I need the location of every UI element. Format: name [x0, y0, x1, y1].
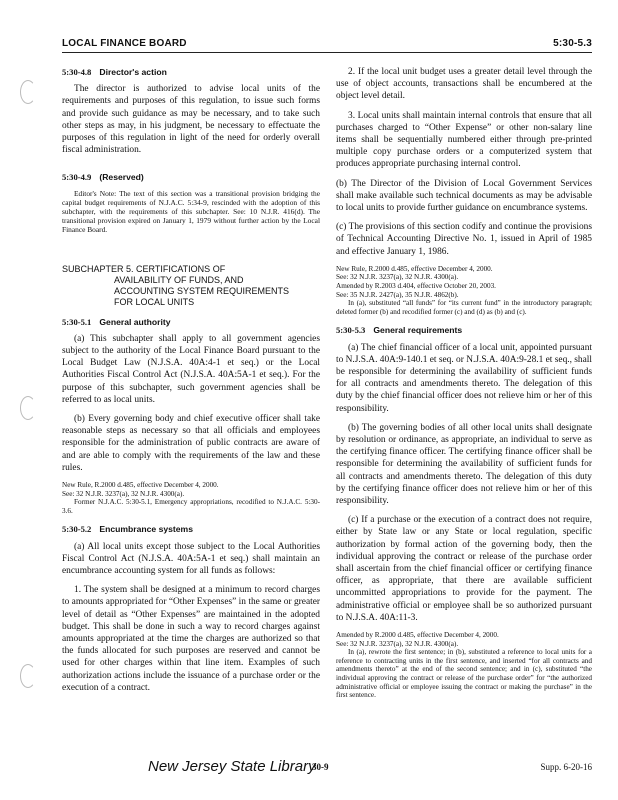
page-number: 30-9	[312, 762, 329, 772]
subchapter-heading: SUBCHAPTER 5. CERTIFICATIONS OF AVAILABILITY OF FUNDS, AND ACCOUNTING SYSTEM REQUIREMENTS FOR LOCAL UNITS	[62, 263, 290, 307]
history-note: See: 35 N.J.R. 2427(a), 35 N.J.R. 4862(b).	[336, 290, 459, 299]
supplement-date: Supp. 6-20-16	[540, 762, 592, 772]
paragraph: 1. The system shall be designed at a minimum to record charges to amounts appropriated for “Other Expenses” in the same or greater level of detail as “Other Expenses” are maintained in the adopted budget. This shall be done in such a way to record charges against amounts appropriated at the time the charges are authorized so that the funds allocated for such purposes are reserved and cannot be used for other charges within that line item. Examples of such authorization actions include the issuance of a purchase order or the execution of a contract.	[62, 585, 320, 693]
punch-hole-mark	[20, 664, 36, 688]
section-heading: 5:30-4.8 Director's action	[62, 67, 167, 77]
history-note: Amended by R.2000 d.485, effective December 4, 2000.	[336, 631, 499, 640]
header-title: LOCAL FINANCE BOARD	[62, 38, 187, 49]
library-stamp: New Jersey State Library	[148, 758, 316, 775]
paragraph: 2. If the local unit budget uses a greater detail level through the use of object accounts, transactions shall be encumbered at the object level detail.	[336, 67, 592, 102]
history-note: New Rule, R.2000 d.485, effective December 4, 2000.	[336, 264, 493, 273]
history-note: See: 32 N.J.R. 3237(a), 32 N.J.R. 4300(a).	[62, 489, 185, 498]
history-note: In (a), rewrote the first sentence; in (b), substituted a reference to local units for a reference to contracting units in the first sentence, and inserted “for all contracts and amendments thereto” at the end of the second sentence; and in (c), substituted “the individual approving the contract or release of the purchase order” for “the authorized administrative official or employee issuing the contract or making the purchase” in the first sentence.	[336, 648, 592, 700]
paragraph: (b) Every governing body and chief executive officer shall take reasonable steps as necessary so that all officials and employees responsible for the administration of public contracts are aware of and are able to comply with the requirements of the law and these rules.	[62, 414, 320, 473]
paragraph: (a) All local units except those subject to the Local Authorities Fiscal Control Act (N.J.S.A. 40A:5A-1 et seq.) shall maintain an encumbrance accounting system for all funds as follows:	[62, 541, 320, 577]
paragraph: (c) If a purchase or the execution of a contract does not require, either by State law or any State or local regulation, specific authorization by formal action of the governing body, then the individual approving the contract or release of the purchase order shall ascertain from the chief financial officer or certifying finance officer, as appropriate, that there are available sufficient uncommitted appropriations to provide for the payment. The administrative official or employee shall be so authorized pursuant to N.J.S.A. 40A:11-3.	[336, 515, 592, 623]
punch-hole-mark	[20, 396, 36, 420]
editors-note: Editor's Note: The text of this section was a transitional provision bridging the capital budget requirements of N.J.A.C. 5:34-9, rescinded with the adoption of this subchapter, with the requirements of this subchapter. See: 10 N.J.R. 416(d). The transitional provision expired on January 1, 1979 without further action by the Local Finance Board.	[62, 188, 320, 235]
paragraph: (b) The Director of the Division of Local Government Services shall make available such technical documents as may be advisable to local units to provide further guidance on encumbrance systems.	[336, 178, 592, 214]
paragraph: 3. Local units shall maintain internal controls that ensure that all purchases charged to “Other Expense” or other non-salary line items shall be sequentially numbered either through pre-printed multiple copy purchase orders or a computerized system that produces appropriate purchasing internal control.	[336, 110, 592, 170]
paragraph: The director is authorized to advise local units of the requirements and purposes of this regulation, to issue such forms and provide such guidance as may be necessary, and to take such other steps as may, in his judgment, be necessary to effectuate the purposes of this regulation in light of the need for orderly overall fiscal administration.	[62, 84, 320, 156]
section-heading: 5:30-5.1 General authority	[62, 316, 171, 327]
history-note: See: 32 N.J.R. 3237(a), 32 N.J.R. 4300(a).	[336, 639, 459, 648]
paragraph: (c) The provisions of this section codify and continue the provisions of Technical Accounting Directive No. 1, issued in April of 1985 and effective January 1, 1986.	[336, 222, 592, 257]
punch-hole-mark	[20, 80, 36, 104]
history-note: In (a), substituted “all funds” for “its current fund” in the introductory paragraph; deleted former (b) and recodified former (c) and (d) as (b) and (c).	[336, 299, 592, 316]
paragraph: (a) The chief financial officer of a local unit, appointed pursuant to N.J.S.A. 40A:9-140.1 et seq. or N.J.S.A. 40A:9-28.1 et seq., shall be responsible for determining the availability of sufficient funds for all contracts and amendments thereto. The delegation of this duty by the chief financial officer does not relieve him or her of this responsibility.	[336, 342, 592, 414]
paragraph: (a) This subchapter shall apply to all government agencies subject to the authority of the Local Finance Board pursuant to the Local Budget Law (N.J.S.A. 40A:4-1 et seq.) or the Local Authorities Fiscal Control Act (N.J.S.A. 40A:5A-1 et seq.). For the purpose of this subchapter, such government agencies shall be referred to as local units.	[62, 333, 320, 405]
paragraph: (b) The governing bodies of all other local units shall designate by resolution or ordinance, as appropriate, an individual to serve as the certifying finance officer. The certifying finance officer shall be responsible for determining the availability of sufficient funds for all contracts and amendments thereto. The delegation of this duty by the certifying finance officer does not relieve him or her of this responsibility.	[336, 422, 592, 507]
history-note: Amended by R.2003 d.404, effective October 20, 2003.	[336, 282, 496, 291]
section-heading: 5:30-5.3 General requirements	[336, 325, 463, 336]
history-note: See: 32 N.J.R. 3237(a), 32 N.J.R. 4300(a).	[336, 273, 459, 282]
running-header	[62, 38, 592, 52]
history-note: Former N.J.A.C. 5:30-5.1, Emergency appropriations, recodified to N.J.A.C. 5:30-3.6.	[62, 498, 320, 515]
section-heading: 5:30-5.2 Encumbrance systems	[62, 524, 193, 535]
header-rule	[62, 52, 592, 53]
section-heading: 5:30-4.9 (Reserved)	[62, 172, 144, 183]
right-column	[336, 66, 592, 700]
history-note: New Rule, R.2000 d.485, effective December 4, 2000.	[62, 481, 219, 490]
header-section: 5:30-5.3	[553, 38, 592, 49]
left-column	[62, 66, 320, 701]
